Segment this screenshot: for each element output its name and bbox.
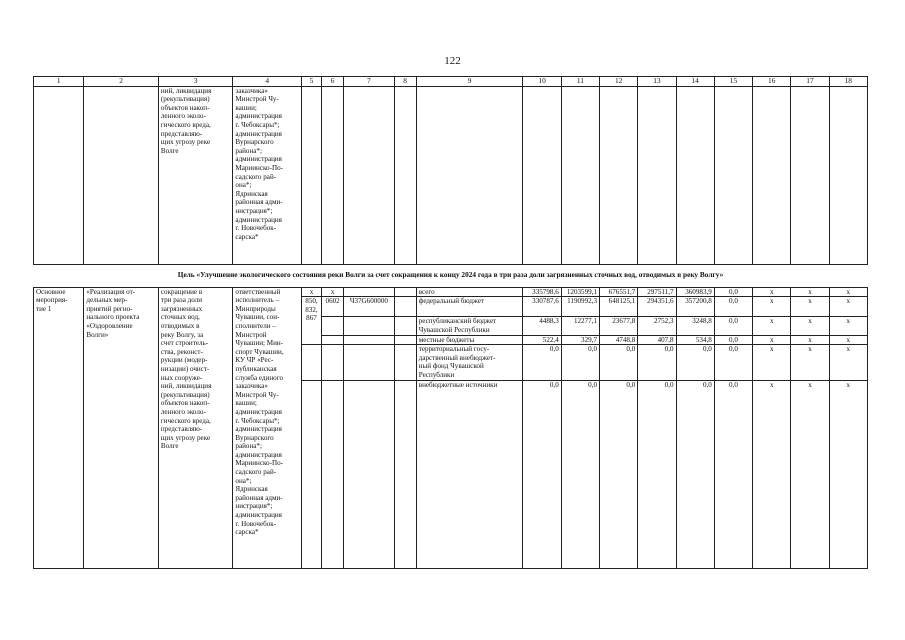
funding-source: республиканский бюджет Чувашской Республики — [416, 317, 523, 335]
expense-type — [394, 287, 416, 297]
cell — [829, 86, 867, 264]
continuation-executors-text: заказчика» Минстрой Чу- вашии; администрация г. Чебоксары*; администрация Вурнарского района*; администрация Мариинско-По- садского рай- она*; Ядринская районная адми- нистрация*; администрация г. Новочебок- сарска* — [233, 86, 301, 264]
col-num-17: 17 — [791, 77, 829, 87]
value-cell: 1190992,3 — [561, 297, 599, 317]
value-cell: 648125,1 — [600, 297, 638, 317]
section-code — [322, 335, 344, 345]
value-cell: x — [753, 335, 791, 345]
grbs-code — [301, 380, 321, 568]
activity-name: «Реализация от- дельных мер- приятий регио- нального проекта «Оздоровление Волги» — [84, 287, 159, 568]
value-cell: x — [829, 345, 867, 380]
value-cell: x — [829, 335, 867, 345]
cell — [600, 86, 638, 264]
col-num-3: 3 — [158, 77, 233, 87]
value-cell: x — [753, 317, 791, 335]
value-cell: x — [791, 380, 829, 568]
col-num-13: 13 — [638, 77, 676, 87]
value-cell: 1203599,1 — [561, 287, 599, 297]
col-num-4: 4 — [233, 77, 301, 87]
grbs-code: x — [301, 287, 321, 297]
col-num-18: 18 — [829, 77, 867, 87]
value-cell: 0,0 — [523, 380, 561, 568]
section-code — [322, 345, 344, 380]
col-num-5: 5 — [301, 77, 321, 87]
cell — [84, 86, 159, 264]
goal-heading: Цель «Улучшение экологического состояния реки Волги за счет сокращения к концу 2024 года в три раза доли загрязненных сточных вод, отводимых в реку Волгу» — [34, 264, 868, 287]
value-cell: 4748,8 — [600, 335, 638, 345]
cell — [676, 86, 714, 264]
cell — [416, 86, 523, 264]
value-cell: 0,0 — [523, 345, 561, 380]
col-num-7: 7 — [344, 77, 394, 87]
value-cell: x — [829, 287, 867, 297]
section-code: 0602 — [322, 297, 344, 317]
column-number-row — [34, 77, 868, 87]
value-cell: 330787,6 — [523, 297, 561, 317]
target-code — [344, 287, 394, 297]
section-code — [322, 317, 344, 335]
value-cell: 3248,8 — [676, 317, 714, 335]
value-cell: x — [791, 345, 829, 380]
value-cell: 297511,7 — [638, 287, 676, 297]
cell — [638, 86, 676, 264]
col-num-15: 15 — [714, 77, 752, 87]
funding-source: территориальный госу- дарственный внебюджет- ный фонд Чувашской Республики — [416, 345, 523, 380]
funding-source: местные бюджеты — [416, 335, 523, 345]
cell — [753, 86, 791, 264]
value-cell: 0,0 — [676, 380, 714, 568]
section-code — [322, 380, 344, 568]
value-cell: x — [791, 335, 829, 345]
target-code: Ч37G600000 — [344, 297, 394, 317]
value-cell: x — [829, 317, 867, 335]
value-cell: x — [753, 345, 791, 380]
col-num-6: 6 — [322, 77, 344, 87]
cell — [791, 86, 829, 264]
value-cell: x — [753, 380, 791, 568]
col-num-1: 1 — [34, 77, 84, 87]
value-cell: 12277,1 — [561, 317, 599, 335]
expense-type — [394, 380, 416, 568]
table-wrapper — [33, 76, 868, 569]
value-cell: 0,0 — [714, 380, 752, 568]
value-cell: x — [791, 317, 829, 335]
col-num-9: 9 — [416, 77, 523, 87]
value-cell: x — [791, 297, 829, 317]
value-cell: x — [829, 297, 867, 317]
value-cell: x — [753, 297, 791, 317]
value-cell: 0,0 — [600, 380, 638, 568]
value-cell: 0,0 — [676, 345, 714, 380]
cell — [301, 86, 321, 264]
value-cell: x — [829, 380, 867, 568]
continuation-task-text: ний, ликвидация (рекультивация) объектов накоп- ленного эколо- гического вреда, представляю- щих угрозу реке Волге — [158, 86, 233, 264]
cell — [714, 86, 752, 264]
target-code — [344, 317, 394, 335]
expense-type — [394, 317, 416, 335]
col-num-14: 14 — [676, 77, 714, 87]
value-cell: 0,0 — [600, 345, 638, 380]
value-cell: 0,0 — [638, 380, 676, 568]
program-table — [33, 76, 868, 569]
funding-source: федеральный бюджет — [416, 297, 523, 317]
col-num-16: 16 — [753, 77, 791, 87]
goal-row — [34, 264, 868, 287]
value-cell: 329,7 — [561, 335, 599, 345]
activity-task: сокращение в три раза доли загрязненных сточных вод, отводимых в реку Волгу, за счет строитель- ства, реконст- рукции (модер- низации) очист- ных сооруже- ний, ликвидация (рекультивация) объектов накоп- ленного эколо- гического вреда, представляю- щих угрозу реке Волге — [158, 287, 233, 568]
value-cell: 407,8 — [638, 335, 676, 345]
col-num-10: 10 — [523, 77, 561, 87]
value-cell: 0,0 — [561, 345, 599, 380]
value-cell: x — [791, 287, 829, 297]
grbs-code: 850, 832, 867 — [301, 297, 321, 345]
value-cell: 522,4 — [523, 335, 561, 345]
activity-number: Основное мероприя- тие 1 — [34, 287, 84, 568]
section-code: x — [322, 287, 344, 297]
col-num-2: 2 — [84, 77, 159, 87]
value-cell: 534,8 — [676, 335, 714, 345]
grbs-code — [301, 345, 321, 380]
value-cell: 2752,3 — [638, 317, 676, 335]
value-cell: 335798,6 — [523, 287, 561, 297]
value-cell: 0,0 — [714, 287, 752, 297]
cell — [561, 86, 599, 264]
cell — [394, 86, 416, 264]
target-code — [344, 380, 394, 568]
value-cell: 4488,3 — [523, 317, 561, 335]
col-num-11: 11 — [561, 77, 599, 87]
value-cell: 0,0 — [714, 317, 752, 335]
cell — [34, 86, 84, 264]
page-number: 122 — [444, 55, 461, 67]
value-cell: 0,0 — [714, 345, 752, 380]
continuation-row — [34, 86, 868, 264]
value-cell: 357200,8 — [676, 297, 714, 317]
cell — [344, 86, 394, 264]
value-cell: 0,0 — [714, 335, 752, 345]
cell — [322, 86, 344, 264]
value-cell: x — [753, 287, 791, 297]
main-row-0 — [34, 287, 868, 297]
expense-type — [394, 335, 416, 345]
funding-source: внебюджетные источники — [416, 380, 523, 568]
expense-type — [394, 345, 416, 380]
value-cell: 0,0 — [714, 297, 752, 317]
target-code — [344, 345, 394, 380]
value-cell: 360983,9 — [676, 287, 714, 297]
value-cell: 676551,7 — [600, 287, 638, 297]
value-cell: 0,0 — [561, 380, 599, 568]
value-cell: 0,0 — [638, 345, 676, 380]
value-cell: 23677,8 — [600, 317, 638, 335]
col-num-12: 12 — [600, 77, 638, 87]
activity-executors: ответственный исполнитель – Минприроды Чувашии, сои- сполнители – Минстрой Чувашии; Мин- спорт Чувашии, КУ ЧР «Рес- публиканская служба единого заказчика» Минстрой Чу- вашии; администрация г. Чебоксары*; администрация Вурнарского района*; администрация Мариинско-По- садского рай- она*; Ядринская районная адми- нистрация*; администрация г. Новочебок- сарска* — [233, 287, 301, 568]
value-cell: 294351,6 — [638, 297, 676, 317]
target-code — [344, 335, 394, 345]
col-num-8: 8 — [394, 77, 416, 87]
expense-type — [394, 297, 416, 317]
cell — [523, 86, 561, 264]
funding-source: всего — [416, 287, 523, 297]
